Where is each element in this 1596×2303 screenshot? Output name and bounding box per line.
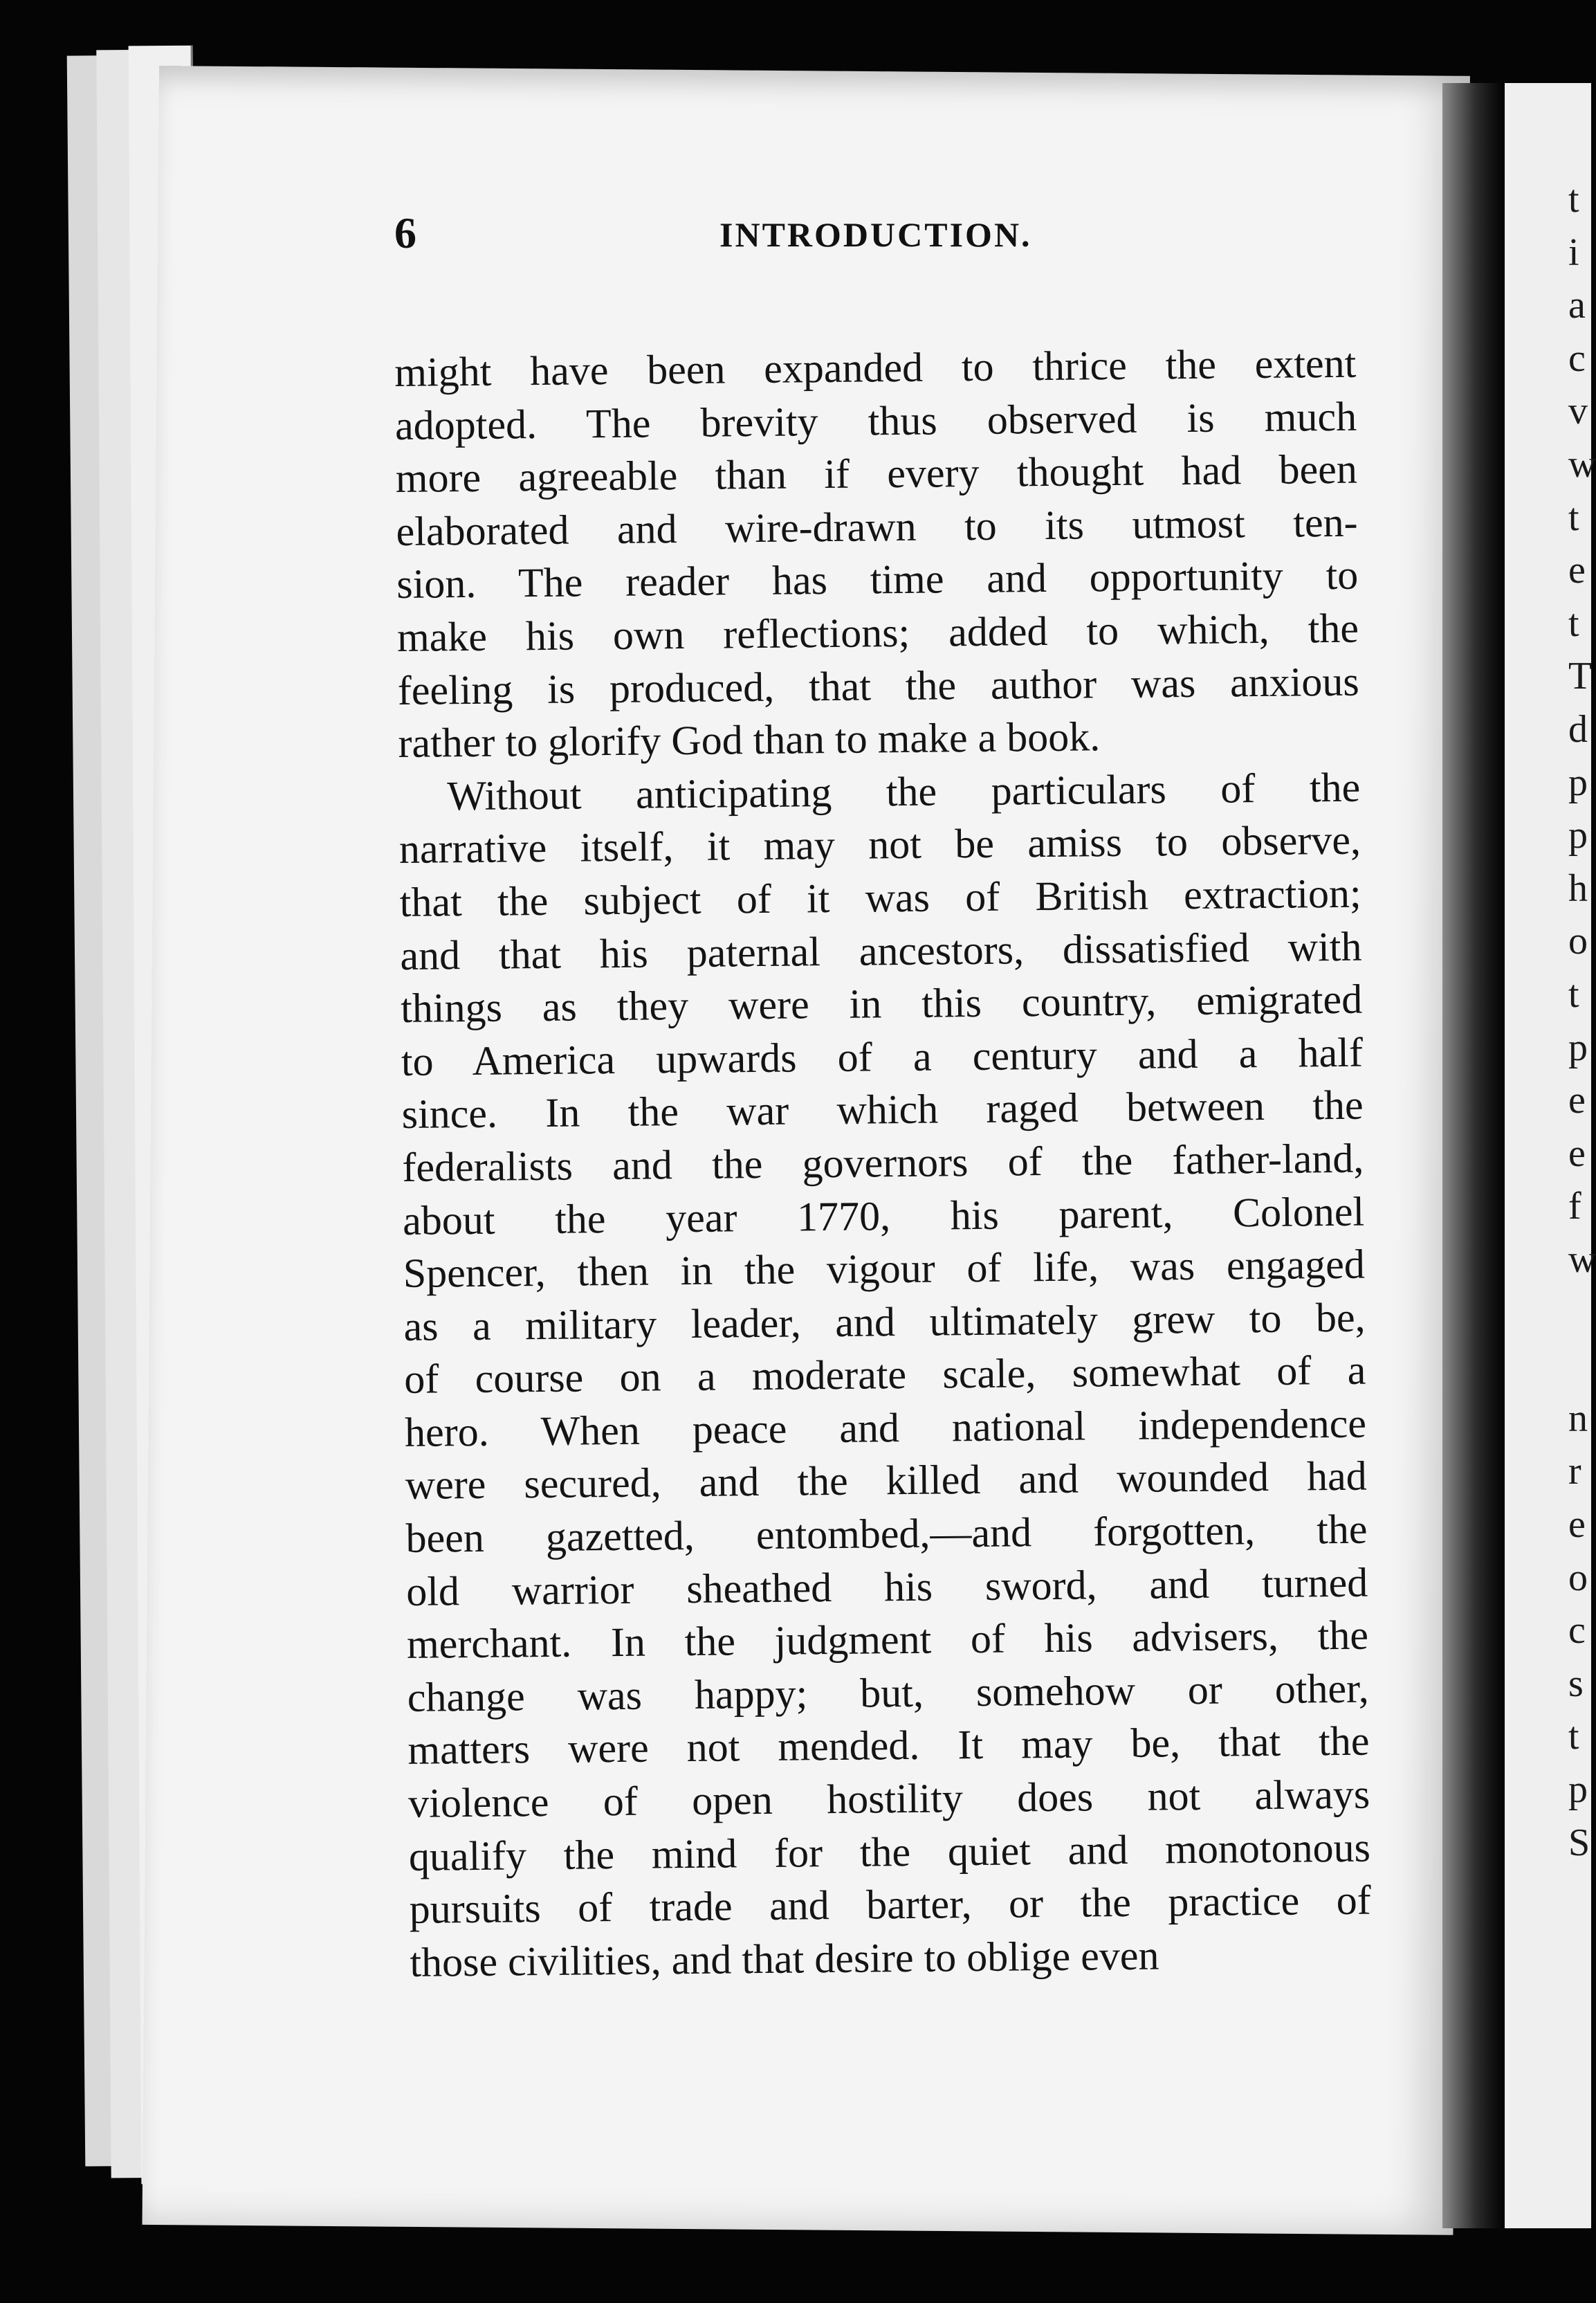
facing-page-letter: e	[1568, 1503, 1586, 1546]
text-line: were secured, and the killed and wounded had	[405, 1453, 1368, 1509]
facing-page-letter: t	[1568, 973, 1579, 1016]
text-line: sion. The reader has time and opportunity to	[396, 552, 1359, 608]
text-line: and that his paternal ancestors, dissatisfied with	[400, 923, 1362, 978]
facing-page-letter: t	[1568, 178, 1579, 221]
facing-page-letter: p	[1568, 1026, 1588, 1069]
facing-page-letter: p	[1568, 814, 1588, 857]
text-line: merchant. In the judgment of his advisers, the	[406, 1612, 1369, 1668]
text-line: adopted. The brevity thus observed is much	[394, 393, 1357, 448]
facing-page-letter: f	[1568, 1185, 1581, 1228]
facing-page-letter: o	[1568, 1556, 1588, 1599]
text-line: federalists and the governors of the father-land,	[402, 1135, 1364, 1190]
facing-page-letter: w	[1568, 1238, 1596, 1281]
facing-page-letter: v	[1568, 390, 1588, 433]
text-line: hero. When peace and national independence	[404, 1400, 1367, 1455]
facing-page-letter: S	[1568, 1821, 1590, 1864]
facing-page-letter: e	[1568, 1079, 1586, 1122]
facing-page	[1505, 83, 1596, 2228]
text-line: rather to glorify God than to make a book.	[398, 713, 1101, 767]
text-line: old warrior sheathed his sword, and turned	[405, 1559, 1368, 1614]
text-line: things as they were in this country, emigrated	[400, 976, 1363, 1032]
text-line: of course on a moderate scale, somewhat of a	[404, 1347, 1366, 1403]
text-line: about the year 1770, his parent, Colonel	[402, 1188, 1365, 1244]
facing-page-letter: e	[1568, 549, 1586, 592]
facing-page-letter: c	[1568, 336, 1586, 380]
facing-page-letter: a	[1568, 284, 1586, 327]
text-line: Spencer, then in the vigour of life, was engaged	[403, 1241, 1366, 1297]
text-line: Without anticipating the particulars of the	[446, 764, 1361, 819]
text-line: as a military leader, and ultimately grew to be,	[403, 1294, 1366, 1349]
text-line: might have been expanded to thrice the extent	[394, 340, 1357, 395]
facing-page-letter: o	[1568, 920, 1588, 963]
text-line: elaborated and wire-drawn to its utmost ten-	[396, 499, 1358, 554]
text-line: to America upwards of a century and a half	[401, 1029, 1364, 1084]
text-line: been gazetted, entombed,—and forgotten, the	[405, 1506, 1368, 1561]
text-line: those civilities, and that desire to oblige even	[410, 1932, 1159, 1985]
page-number: 6	[394, 208, 419, 257]
book-gutter	[1442, 83, 1505, 2228]
facing-page-letter: p	[1568, 1768, 1588, 1811]
facing-page-letter: i	[1568, 230, 1579, 274]
facing-page-letter: n	[1568, 1396, 1588, 1440]
facing-page-letter: s	[1568, 1662, 1584, 1705]
running-head: INTRODUCTION.	[719, 215, 1032, 254]
text-line: narrative itself, it may not be amiss to observe,	[398, 817, 1361, 873]
text-line: feeling is produced, that the author was anxious	[397, 658, 1360, 713]
facing-page-letter: t	[1568, 601, 1579, 645]
text-line: pursuits of trade and barter, or the practice of	[409, 1877, 1371, 1933]
facing-page-letter: r	[1568, 1450, 1581, 1493]
facing-page-letter: d	[1568, 708, 1588, 751]
text-line: more agreeable than if every thought had been	[395, 446, 1358, 502]
text-line: change was happy; but, somehow or other,	[407, 1665, 1369, 1720]
facing-page-letter: t	[1568, 495, 1579, 539]
facing-page-letter: e	[1568, 1131, 1586, 1175]
text-line: since. In the war which raged between the	[401, 1082, 1364, 1138]
text-line: make his own reflections; added to which, the	[396, 605, 1359, 660]
text-line: qualify the mind for the quiet and monotonous	[408, 1824, 1371, 1879]
text-line: that the subject of it was of British extraction;	[399, 870, 1361, 925]
page-header	[394, 208, 1363, 270]
body-text	[394, 337, 1372, 1990]
facing-page-letter: T	[1568, 655, 1593, 698]
text-line: matters were not mended. It may be, that the	[407, 1718, 1370, 1774]
facing-page-letter: c	[1568, 1609, 1586, 1653]
facing-page-letter: t	[1568, 1715, 1579, 1758]
facing-page-letter: h	[1568, 866, 1588, 910]
facing-page-letter: w	[1568, 443, 1596, 486]
facing-page-letter: p	[1568, 761, 1588, 804]
text-line: violence of open hostility does not always	[407, 1771, 1370, 1826]
